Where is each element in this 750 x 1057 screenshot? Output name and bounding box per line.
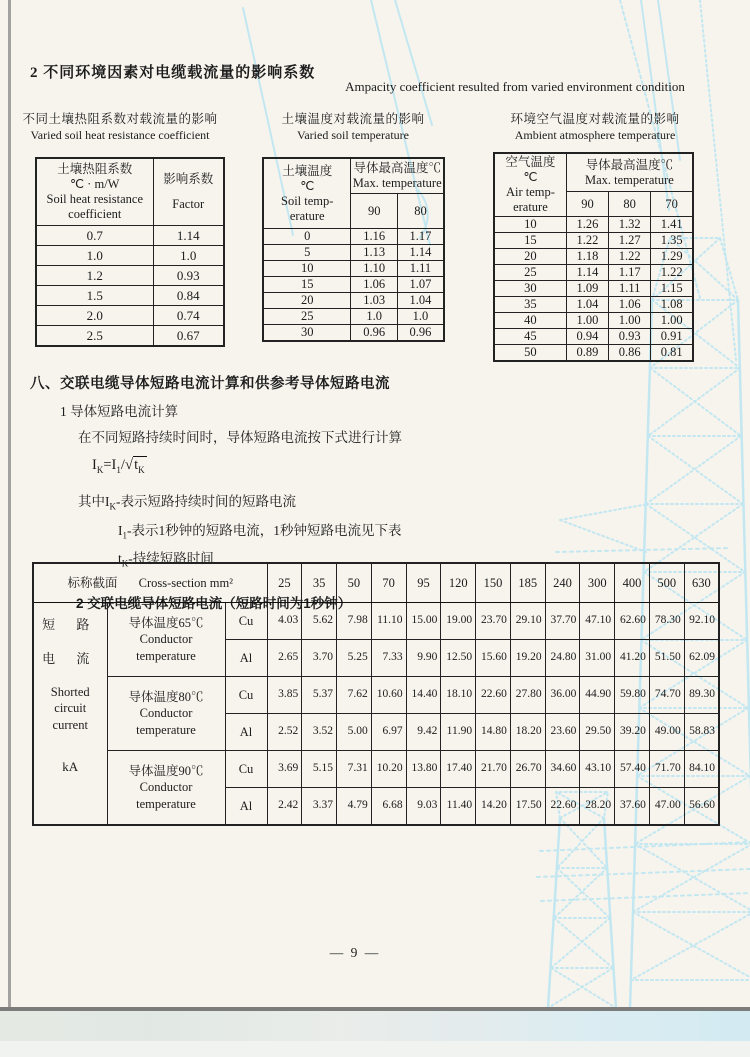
table-cell: 1.06 — [609, 297, 651, 313]
table-cell: 1.14 — [153, 226, 224, 246]
air-temperature-table — [493, 152, 694, 362]
table-row — [36, 306, 224, 326]
value-cell: 9.03 — [406, 788, 441, 826]
header-line: Soil temp- — [281, 193, 334, 208]
header-line: ℃ — [300, 178, 315, 193]
formula-radicand — [133, 456, 147, 473]
cross-section-header — [33, 563, 267, 603]
header-line: 土壤温度 — [282, 163, 333, 178]
value-cell: 3.69 — [267, 751, 302, 788]
header-line: ℃ — [523, 170, 538, 184]
size-column-header: 95 — [406, 563, 441, 603]
table-row — [263, 325, 444, 342]
table-row — [263, 293, 444, 309]
table-row — [494, 345, 693, 362]
caption-en: Ambient atmosphere temperature — [514, 127, 676, 142]
table-row — [36, 326, 224, 347]
shortcircuit-row — [33, 603, 719, 640]
subcolumn-header: 80 — [609, 192, 651, 217]
value-cell: 6.68 — [371, 788, 406, 826]
caption-zh: 环境空气温度对载流量的影响 — [510, 112, 680, 126]
table-cell: 1.07 — [397, 277, 444, 293]
value-cell: 31.00 — [580, 640, 615, 677]
column-header-soil-temp — [263, 158, 351, 229]
shortcircuit-current-table — [32, 562, 720, 826]
table-row — [263, 277, 444, 293]
table-cell: 1.0 — [153, 246, 224, 266]
value-cell: 7.33 — [371, 640, 406, 677]
table-cell: 35 — [494, 297, 566, 313]
table-cell: 1.29 — [651, 249, 693, 265]
value-cell: 57.40 — [615, 751, 650, 788]
value-cell: 84.10 — [684, 751, 719, 788]
table-cell: 30 — [263, 325, 351, 342]
table-row — [494, 217, 693, 233]
size-column-header: 35 — [302, 563, 337, 603]
value-cell: 14.40 — [406, 677, 441, 714]
value-cell: 37.60 — [615, 788, 650, 826]
table-row — [263, 309, 444, 325]
value-cell: 5.00 — [337, 714, 372, 751]
value-cell: 23.60 — [545, 714, 580, 751]
formula-sub: 1 — [116, 464, 121, 475]
radical-sign: √ — [124, 457, 134, 473]
value-cell: 23.70 — [476, 603, 511, 640]
column-header-factor — [153, 158, 224, 226]
table-cell: 1.00 — [566, 313, 608, 329]
table-cell: 1.26 — [566, 217, 608, 233]
size-column-header: 70 — [371, 563, 406, 603]
table-cell: 1.0 — [397, 309, 444, 325]
table-cell: 0.86 — [609, 345, 651, 362]
header-en: Cross-section mm² — [138, 575, 233, 590]
size-column-header: 150 — [476, 563, 511, 603]
size-column-header: 185 — [510, 563, 545, 603]
value-cell: 4.03 — [267, 603, 302, 640]
table-row — [263, 245, 444, 261]
value-cell: 5.15 — [302, 751, 337, 788]
value-cell: 89.30 — [684, 677, 719, 714]
subsection-2: 2 交联电缆导体短路电流（短路时间为1秒钟） — [76, 595, 352, 611]
value-cell: 5.37 — [302, 677, 337, 714]
table-cell: 1.13 — [351, 245, 398, 261]
value-cell: 11.90 — [441, 714, 476, 751]
value-cell: 56.60 — [684, 788, 719, 826]
value-cell: 3.37 — [302, 788, 337, 826]
table-cell: 0.7 — [36, 226, 153, 246]
value-cell: 41.20 — [615, 640, 650, 677]
table-cell: 1.10 — [351, 261, 398, 277]
page-number: — 9 — — [329, 945, 381, 960]
table-cell: 30 — [494, 281, 566, 297]
header-line: coefficient — [68, 207, 122, 221]
value-cell: 39.20 — [615, 714, 650, 751]
subsection-1: 1 导体短路电流计算 — [60, 404, 179, 419]
table-cell: 0.74 — [153, 306, 224, 326]
formula-part: = — [103, 457, 112, 473]
shortcircuit-row-label: 短 路 电 流 Shorted circuit current kA — [33, 603, 107, 826]
header-line: Max. temperature — [584, 172, 674, 187]
caption-en: Varied soil heat resistance coefficient — [30, 127, 210, 142]
table-cell: 0.93 — [609, 329, 651, 345]
value-cell: 24.80 — [545, 640, 580, 677]
table-cell: 40 — [494, 313, 566, 329]
table-cell: 25 — [494, 265, 566, 281]
formula-sub: K — [96, 464, 104, 475]
table-cell: 1.17 — [397, 229, 444, 245]
table-cell: 0.89 — [566, 345, 608, 362]
formula-part: / — [120, 457, 125, 473]
table-cell: 1.15 — [651, 281, 693, 297]
value-cell: 22.60 — [476, 677, 511, 714]
formula-note: 其中$I_K-$表示短路持续时间的短路电流 — [78, 493, 296, 512]
table-cell: 45 — [494, 329, 566, 345]
value-cell: 62.09 — [684, 640, 719, 677]
table-row — [494, 313, 693, 329]
table-cell: 1.08 — [651, 297, 693, 313]
value-cell: 5.25 — [337, 640, 372, 677]
value-cell: 12.50 — [441, 640, 476, 677]
subcolumn-header: 80 — [397, 194, 444, 229]
value-cell: 34.60 — [545, 751, 580, 788]
value-cell: 28.20 — [580, 788, 615, 826]
value-cell: 10.60 — [371, 677, 406, 714]
value-cell: 2.42 — [267, 788, 302, 826]
value-cell: 5.62 — [302, 603, 337, 640]
formula — [92, 457, 670, 475]
size-column-header: 400 — [615, 563, 650, 603]
table-row — [494, 265, 693, 281]
caption-en: Varied soil temperature — [297, 127, 409, 142]
column-header-max-temp — [351, 158, 444, 194]
metal-label: Al — [225, 714, 267, 751]
value-cell: 21.70 — [476, 751, 511, 788]
conductor-temperature-label: 导体温度90℃ Conductor temperature — [107, 751, 225, 826]
value-cell: 44.90 — [580, 677, 615, 714]
table-cell: 1.06 — [351, 277, 398, 293]
header-line: 影响系数 — [163, 172, 214, 186]
column-header-air-temp — [494, 153, 566, 217]
next-page-edge — [0, 1011, 750, 1041]
caption-zh: 不同土壤热阻系数对载流量的影响 — [22, 112, 218, 126]
metal-label: Cu — [225, 677, 267, 714]
value-cell: 9.42 — [406, 714, 441, 751]
table-cell: 10 — [263, 261, 351, 277]
value-cell: 47.00 — [649, 788, 684, 826]
value-cell: 13.80 — [406, 751, 441, 788]
table-cell: 15 — [263, 277, 351, 293]
table-cell: 1.04 — [566, 297, 608, 313]
shortcircuit-row — [33, 677, 719, 714]
table-cell: 1.35 — [651, 233, 693, 249]
table-cell: 2.0 — [36, 306, 153, 326]
header-line: 导体最高温度℃ — [353, 161, 441, 175]
table-cell: 1.2 — [36, 266, 153, 286]
table-cell: 0.96 — [397, 325, 444, 342]
value-cell: 59.80 — [615, 677, 650, 714]
metal-label: Al — [225, 640, 267, 677]
value-cell: 15.00 — [406, 603, 441, 640]
caption-soil-resistance — [22, 112, 218, 143]
caption-soil-temperature — [255, 112, 451, 143]
column-header-soil-resistance — [36, 158, 153, 226]
table-row — [494, 281, 693, 297]
formula-sub: K — [138, 464, 145, 475]
formula-note: $t_K-$持续短路时间 — [118, 551, 214, 569]
formula-note: $I_1-$表示1秒钟的短路电流，1秒钟短路电流见下表 — [118, 522, 402, 541]
table-row — [36, 286, 224, 306]
value-cell: 43.10 — [580, 751, 615, 788]
table-cell: 0.93 — [153, 266, 224, 286]
value-cell: 6.97 — [371, 714, 406, 751]
header-line: 空气温度 — [505, 155, 556, 169]
table-cell: 1.41 — [651, 217, 693, 233]
scan-background — [0, 1041, 750, 1057]
value-cell: 7.62 — [337, 677, 372, 714]
page-title: 2 不同环境因素对电缆载流量的影响系数 — [30, 65, 316, 81]
table-cell: 0.84 — [153, 286, 224, 306]
table-cell: 0.96 — [351, 325, 398, 342]
header-line: erature — [289, 208, 325, 223]
table-cell: 0.91 — [651, 329, 693, 345]
header-line: Max. temperature — [352, 176, 442, 190]
value-cell: 3.85 — [267, 677, 302, 714]
table-row — [494, 329, 693, 345]
value-cell: 49.00 — [649, 714, 684, 751]
metal-label: Al — [225, 788, 267, 826]
value-cell: 78.30 — [649, 603, 684, 640]
size-column-header: 300 — [580, 563, 615, 603]
value-cell: 26.70 — [510, 751, 545, 788]
conductor-temperature-label: 导体温度80℃ Conductor temperature — [107, 677, 225, 751]
header-line: 导体最高温度℃ — [585, 157, 674, 172]
table-cell: 0.67 — [153, 326, 224, 347]
table-cell: 1.22 — [609, 249, 651, 265]
table-row — [263, 261, 444, 277]
table-cell: 2.5 — [36, 326, 153, 347]
table-cell: 0.81 — [651, 345, 693, 362]
value-cell: 18.10 — [441, 677, 476, 714]
formula-part: I — [92, 457, 97, 473]
formula-part: t — [134, 457, 139, 473]
value-cell: 11.10 — [371, 603, 406, 640]
table-cell: 1.11 — [609, 281, 651, 297]
size-column-header: 120 — [441, 563, 476, 603]
size-column-header: 25 — [267, 563, 302, 603]
table-cell: 1.14 — [566, 265, 608, 281]
table-cell: 50 — [494, 345, 566, 362]
value-cell: 37.70 — [545, 603, 580, 640]
value-cell: 4.79 — [337, 788, 372, 826]
table-cell: 1.22 — [566, 233, 608, 249]
value-cell: 17.40 — [441, 751, 476, 788]
table-cell: 1.00 — [651, 313, 693, 329]
table-cell: 1.04 — [397, 293, 444, 309]
size-column-header: 50 — [337, 563, 372, 603]
value-cell: 27.80 — [510, 677, 545, 714]
metal-label: Cu — [225, 603, 267, 640]
header-line: Soil heat resistance — [46, 192, 143, 206]
size-column-header: 240 — [545, 563, 580, 603]
table-cell: 20 — [263, 293, 351, 309]
table-cell: 1.03 — [351, 293, 398, 309]
value-cell: 22.60 — [545, 788, 580, 826]
value-cell: 36.00 — [545, 677, 580, 714]
page-title-english: Ampacity coefficient resulted from varied environment condition — [345, 79, 685, 94]
header-line: ℃ · m/W — [70, 177, 120, 191]
body-text: 在不同短路持续时间时，导体短路电流按下式进行计算 — [78, 430, 402, 445]
table-cell: 1.0 — [36, 246, 153, 266]
header-zh: 标称截面 — [67, 575, 118, 590]
conductor-temperature-label: 导体温度65℃ Conductor temperature — [107, 603, 225, 677]
table-cell: 0.94 — [566, 329, 608, 345]
table-cell: 1.09 — [566, 281, 608, 297]
size-column-header: 630 — [684, 563, 719, 603]
subcolumn-header: 70 — [651, 192, 693, 217]
value-cell: 2.65 — [267, 640, 302, 677]
value-cell: 7.31 — [337, 751, 372, 788]
value-cell: 9.90 — [406, 640, 441, 677]
table-cell: 5 — [263, 245, 351, 261]
value-cell: 14.20 — [476, 788, 511, 826]
table-row — [36, 266, 224, 286]
table-row — [494, 233, 693, 249]
soil-resistance-table — [35, 157, 225, 347]
table-row — [36, 246, 224, 266]
scan-edge-strip — [8, 0, 11, 1008]
subcolumn-header: 90 — [351, 194, 398, 229]
table-cell: 1.5 — [36, 286, 153, 306]
value-cell: 51.50 — [649, 640, 684, 677]
table-cell: 1.14 — [397, 245, 444, 261]
table-cell: 1.11 — [397, 261, 444, 277]
value-cell: 14.80 — [476, 714, 511, 751]
header-line: erature — [513, 200, 548, 214]
table-row — [263, 229, 444, 245]
shortcircuit-row — [33, 751, 719, 788]
formula-part: I — [111, 457, 117, 473]
header-line: 土壤热阻系数 — [57, 162, 133, 176]
table-cell: 1.00 — [609, 313, 651, 329]
table-row — [494, 249, 693, 265]
value-cell: 10.20 — [371, 751, 406, 788]
table-cell: 1.32 — [609, 217, 651, 233]
value-cell: 7.98 — [337, 603, 372, 640]
table-row — [494, 297, 693, 313]
table-cell: 0 — [263, 229, 351, 245]
table-cell: 15 — [494, 233, 566, 249]
value-cell: 47.10 — [580, 603, 615, 640]
size-column-header: 500 — [649, 563, 684, 603]
caption-air-temperature — [486, 112, 704, 143]
table-cell: 25 — [263, 309, 351, 325]
value-cell: 17.50 — [510, 788, 545, 826]
value-cell: 3.52 — [302, 714, 337, 751]
header-line: Air temp- — [505, 185, 555, 199]
value-cell: 71.70 — [649, 751, 684, 788]
value-cell: 19.00 — [441, 603, 476, 640]
header-line: Factor — [172, 197, 205, 211]
value-cell: 92.10 — [684, 603, 719, 640]
value-cell: 15.60 — [476, 640, 511, 677]
soil-temperature-table — [262, 157, 445, 342]
value-cell: 19.20 — [510, 640, 545, 677]
table-cell: 1.0 — [351, 309, 398, 325]
caption-zh: 土壤温度对载流量的影响 — [281, 112, 425, 126]
value-cell: 58.83 — [684, 714, 719, 751]
table-cell: 1.27 — [609, 233, 651, 249]
subcolumn-header: 90 — [566, 192, 608, 217]
table-row — [36, 226, 224, 246]
value-cell: 29.50 — [580, 714, 615, 751]
metal-label: Cu — [225, 751, 267, 788]
table-cell: 1.22 — [651, 265, 693, 281]
table-cell: 1.17 — [609, 265, 651, 281]
column-header-max-temp — [566, 153, 693, 192]
value-cell: 3.70 — [302, 640, 337, 677]
table-cell: 10 — [494, 217, 566, 233]
section-heading: 八、交联电缆导体短路电流计算和供参考导体短路电流 — [30, 376, 390, 392]
table-cell: 20 — [494, 249, 566, 265]
value-cell: 74.70 — [649, 677, 684, 714]
value-cell: 18.20 — [510, 714, 545, 751]
value-cell: 2.52 — [267, 714, 302, 751]
value-cell: 11.40 — [441, 788, 476, 826]
value-cell: 29.10 — [510, 603, 545, 640]
table-cell: 1.16 — [351, 229, 398, 245]
table-cell: 1.18 — [566, 249, 608, 265]
value-cell: 62.60 — [615, 603, 650, 640]
